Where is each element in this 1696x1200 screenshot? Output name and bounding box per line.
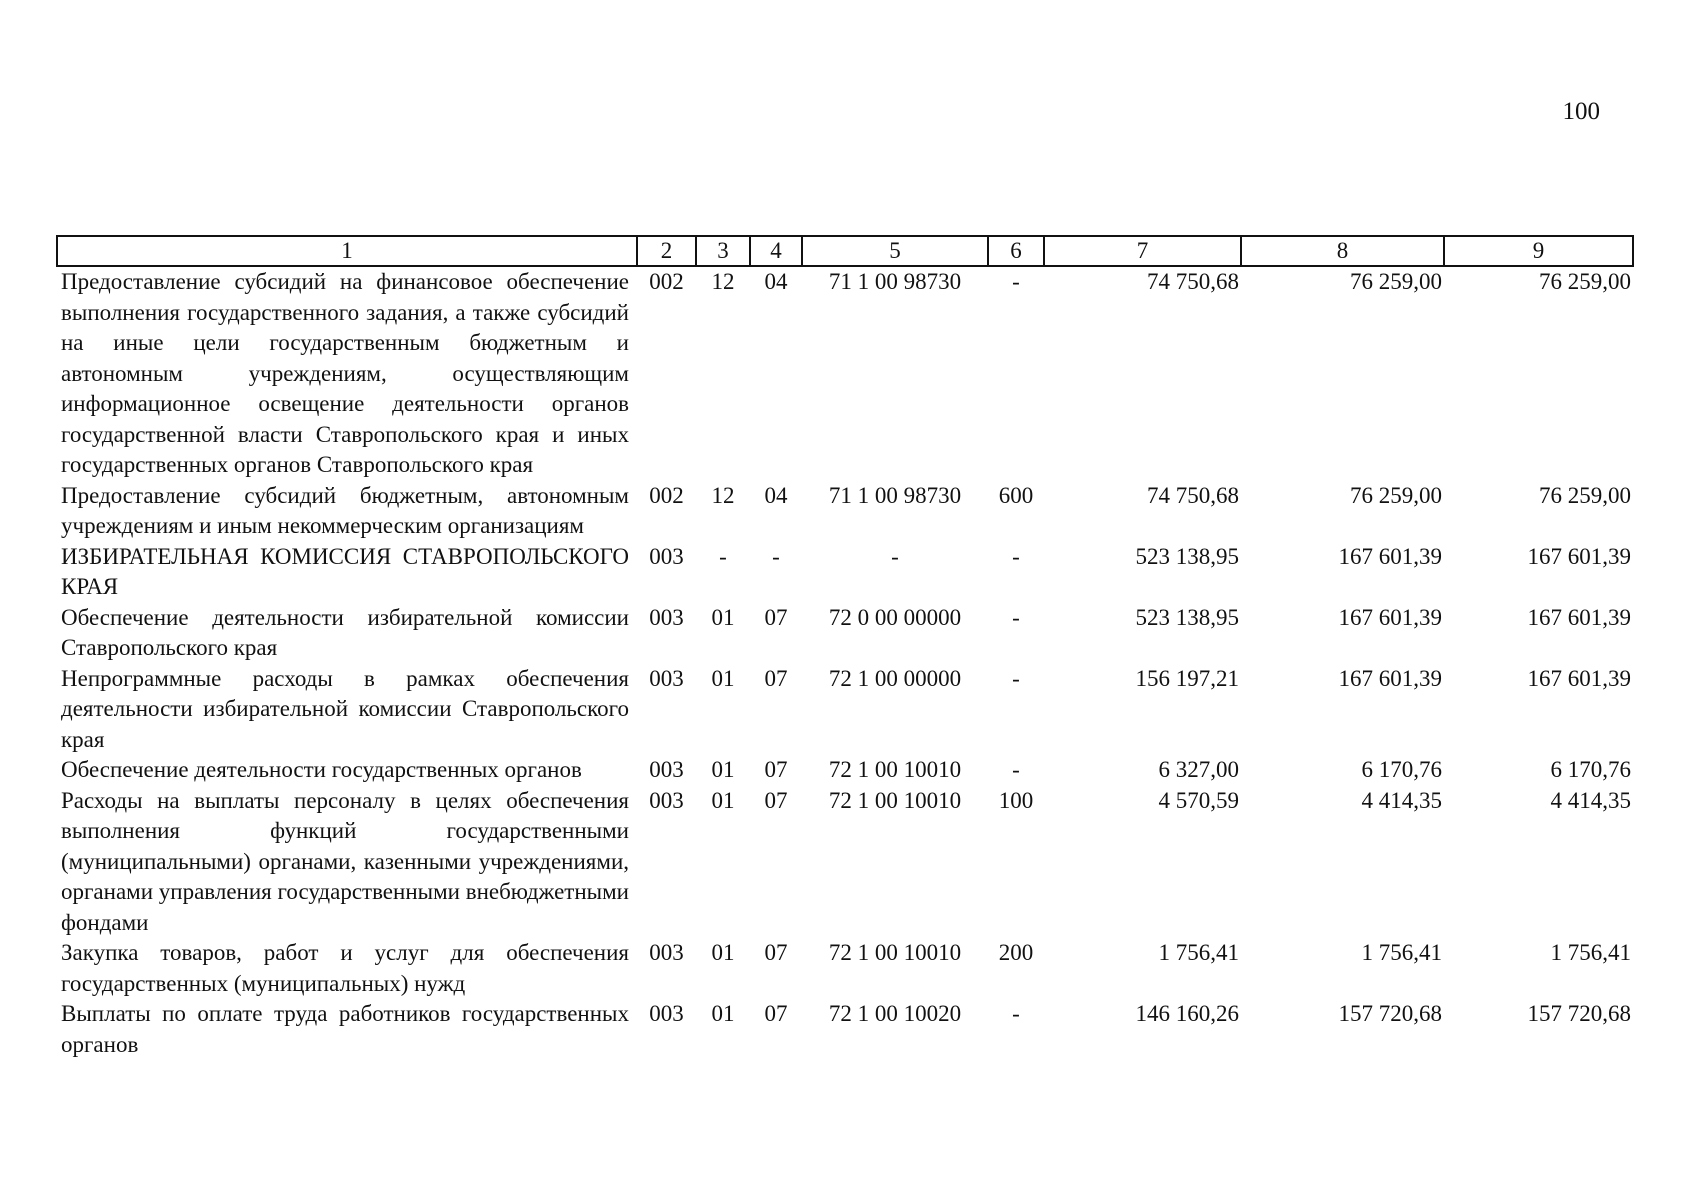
cell-subsection: - <box>772 543 780 569</box>
column-header: 6 <box>988 236 1044 266</box>
cell-target-article: 72 1 00 10010 <box>828 787 962 813</box>
cell-amount: 76 259,00 <box>1539 482 1631 508</box>
cell-section: 01 <box>711 665 735 691</box>
table-row <box>57 603 1633 664</box>
row-name: Обеспечение деятельности избирательной комиссии Ставропольского края <box>61 604 629 660</box>
cell-target-article: 71 1 00 98730 <box>828 269 962 294</box>
cell-subsection: 04 <box>764 482 788 508</box>
cell-code: 003 <box>649 787 684 813</box>
column-header: 2 <box>637 236 696 266</box>
column-header: 4 <box>750 236 802 266</box>
cell-amount: 74 750,68 <box>1147 269 1239 294</box>
table-row <box>57 938 1633 999</box>
cell-expense-type: - <box>1012 604 1020 630</box>
cell-subsection: 07 <box>764 604 788 630</box>
cell-amount: 167 601,39 <box>1338 665 1442 691</box>
column-header: 3 <box>696 236 750 266</box>
cell-subsection: 04 <box>764 269 788 294</box>
cell-amount: 156 197,21 <box>1135 665 1239 691</box>
cell-amount: 157 720,68 <box>1338 1001 1442 1026</box>
cell-subsection: 07 <box>764 787 788 813</box>
row-name: Обеспечение деятельности государственных органов <box>61 757 582 782</box>
cell-amount: 4 414,35 <box>1550 787 1631 813</box>
cell-expense-type: 600 <box>998 482 1034 508</box>
cell-amount: 4 414,35 <box>1361 787 1442 813</box>
budget-table <box>56 235 1634 1060</box>
table-row <box>57 755 1633 786</box>
cell-amount: 146 160,26 <box>1135 1001 1239 1026</box>
page-number: 100 <box>1562 98 1600 125</box>
cell-expense-type: 100 <box>998 787 1034 813</box>
cell-code: 003 <box>649 1001 684 1026</box>
row-name: Выплаты по оплате труда работников государственных органов <box>61 1001 629 1057</box>
column-header: 1 <box>57 236 637 266</box>
table-row <box>57 266 1633 481</box>
cell-subsection: 07 <box>764 1001 788 1026</box>
cell-amount: 523 138,95 <box>1135 543 1239 569</box>
table-header-row <box>57 236 1633 266</box>
cell-code: 003 <box>649 543 684 569</box>
cell-code: 002 <box>649 482 684 508</box>
cell-section: 12 <box>711 482 735 508</box>
cell-target-article: 72 1 00 10020 <box>828 1001 962 1026</box>
cell-amount: 76 259,00 <box>1539 269 1631 294</box>
cell-amount: 6 327,00 <box>1158 757 1239 782</box>
cell-code: 003 <box>649 665 684 691</box>
cell-section: - <box>719 543 727 569</box>
cell-section: 01 <box>711 940 735 965</box>
cell-amount: 1 756,41 <box>1158 940 1239 965</box>
table-row <box>57 786 1633 939</box>
cell-target-article: 72 1 00 10010 <box>828 757 962 782</box>
cell-section: 01 <box>711 1001 735 1026</box>
cell-subsection: 07 <box>764 665 788 691</box>
cell-amount: 76 259,00 <box>1350 269 1442 294</box>
row-name: Предоставление субсидий бюджетным, автономным учреждениям и иным некоммерческим организациям <box>61 482 629 538</box>
cell-amount: 4 570,59 <box>1158 787 1239 813</box>
cell-code: 002 <box>649 269 684 294</box>
cell-target-article: 72 1 00 10010 <box>828 940 962 965</box>
table-row <box>57 481 1633 542</box>
row-name: Предоставление субсидий на финансовое обеспечение выполнения государственного задания, а также субсидий на иные цели государственным бюджетным и автономным учреждениям, осуществляющим информационное освещение деятельности органов государственной власти Ставропольского края и иных государственных органов Ставропольского края <box>61 269 629 477</box>
cell-amount: 74 750,68 <box>1147 482 1239 508</box>
cell-amount: 157 720,68 <box>1527 1001 1631 1026</box>
cell-target-article: 71 1 00 98730 <box>828 482 962 508</box>
cell-amount: 76 259,00 <box>1350 482 1442 508</box>
cell-expense-type: 200 <box>998 940 1034 965</box>
cell-expense-type: - <box>1012 757 1020 782</box>
cell-target-article: - <box>891 543 899 569</box>
cell-target-article: 72 0 00 00000 <box>828 604 962 630</box>
cell-code: 003 <box>649 757 684 782</box>
row-name: Закупка товаров, работ и услуг для обеспечения государственных (муниципальных) нужд <box>61 940 629 996</box>
column-header: 9 <box>1444 236 1633 266</box>
cell-expense-type: - <box>1012 665 1020 691</box>
cell-amount: 167 601,39 <box>1527 604 1631 630</box>
column-header: 7 <box>1044 236 1241 266</box>
table-row <box>57 542 1633 603</box>
table-row <box>57 999 1633 1060</box>
cell-amount: 167 601,39 <box>1527 543 1631 569</box>
cell-expense-type: - <box>1012 543 1020 569</box>
cell-subsection: 07 <box>764 940 788 965</box>
cell-amount: 1 756,41 <box>1550 940 1631 965</box>
cell-section: 01 <box>711 787 735 813</box>
cell-amount: 1 756,41 <box>1361 940 1442 965</box>
cell-section: 12 <box>711 269 735 294</box>
table-row <box>57 664 1633 756</box>
row-name: Непрограммные расходы в рамках обеспечения деятельности избирательной комиссии Ставропольского края <box>61 665 629 752</box>
cell-amount: 523 138,95 <box>1135 604 1239 630</box>
cell-amount: 167 601,39 <box>1527 665 1631 691</box>
row-name: ИЗБИРАТЕЛЬНАЯ КОМИССИЯ СТАВРОПОЛЬСКОГО КРАЯ <box>61 543 629 599</box>
cell-target-article: 72 1 00 00000 <box>828 665 962 691</box>
column-header: 8 <box>1241 236 1444 266</box>
cell-code: 003 <box>649 604 684 630</box>
cell-amount: 167 601,39 <box>1338 543 1442 569</box>
row-name: Расходы на выплаты персоналу в целях обеспечения выполнения функций государственными (муниципальными) органами, казенными учреждениями, органами управления государственными внебюджетными фондами <box>61 787 629 935</box>
cell-amount: 167 601,39 <box>1338 604 1442 630</box>
cell-amount: 6 170,76 <box>1550 757 1631 782</box>
cell-section: 01 <box>711 604 735 630</box>
cell-expense-type: - <box>1012 269 1020 294</box>
column-header: 5 <box>802 236 988 266</box>
cell-subsection: 07 <box>764 757 788 782</box>
cell-expense-type: - <box>1012 1001 1020 1026</box>
cell-section: 01 <box>711 757 735 782</box>
cell-amount: 6 170,76 <box>1361 757 1442 782</box>
cell-code: 003 <box>649 940 684 965</box>
